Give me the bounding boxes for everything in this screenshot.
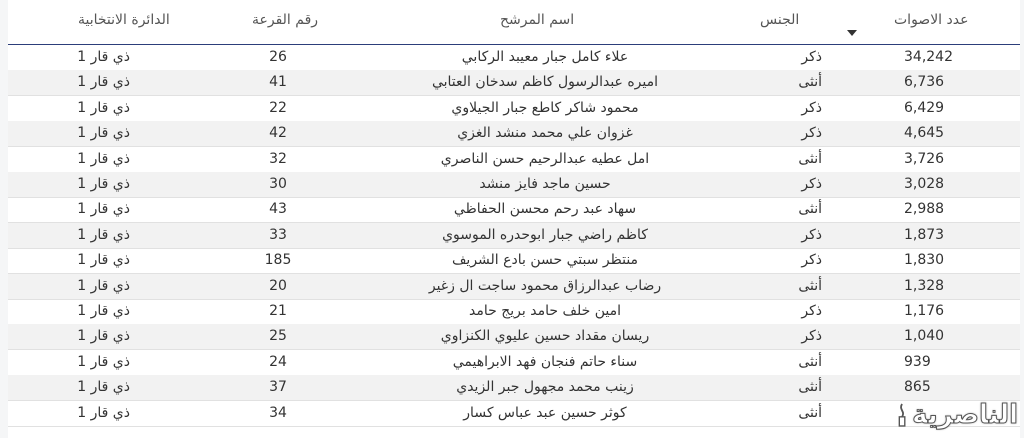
cell-ballot-number: 30 bbox=[269, 176, 287, 192]
cell-ballot-number: 25 bbox=[269, 328, 287, 345]
header-district[interactable]: الدائرة الانتخابية bbox=[78, 12, 170, 28]
table-header bbox=[8, 0, 1020, 45]
table-row[interactable] bbox=[8, 350, 1020, 376]
cell-district: ذي قار 1 bbox=[77, 99, 130, 116]
cell-district: ذي قار 1 bbox=[77, 379, 130, 396]
cell-district: ذي قار 1 bbox=[77, 125, 130, 142]
table-row[interactable] bbox=[8, 172, 1020, 198]
cell-gender: أنثى bbox=[798, 379, 822, 396]
table-row[interactable] bbox=[8, 401, 1020, 427]
cell-ballot-number: 185 bbox=[264, 252, 292, 269]
cell-candidate-name: امل عطيه عبدالرحيم حسن الناصري bbox=[440, 150, 650, 167]
cell-votes: 1,873 bbox=[904, 226, 945, 243]
cell-ballot-number: 22 bbox=[269, 99, 287, 116]
table-row[interactable] bbox=[8, 147, 1020, 173]
cell-candidate-name: امين خلف حامد بريج حامد bbox=[469, 303, 621, 319]
cell-candidate-name: سناء حاتم فنجان فهد الابراهيمي bbox=[452, 353, 638, 370]
cell-ballot-number: 26 bbox=[269, 49, 287, 65]
cell-ballot-number: 34 bbox=[269, 404, 287, 421]
cell-candidate-name: غزوان علي محمد منشد الغزي bbox=[457, 125, 633, 142]
cell-gender: ذكر bbox=[801, 303, 822, 319]
table-row[interactable] bbox=[8, 324, 1020, 350]
cell-gender: أنثى bbox=[798, 150, 822, 167]
sort-descending-icon[interactable] bbox=[847, 30, 857, 36]
cell-district: ذي قار 1 bbox=[77, 74, 130, 91]
cell-gender: ذكر bbox=[801, 99, 822, 116]
cell-district: ذي قار 1 bbox=[77, 252, 130, 269]
cell-votes: 3,726 bbox=[904, 150, 945, 167]
table-row[interactable] bbox=[8, 197, 1020, 223]
cell-gender: ذكر bbox=[801, 176, 822, 192]
header-name[interactable]: اسم المرشح bbox=[500, 12, 575, 28]
cell-gender: ذكر bbox=[801, 328, 822, 345]
cell-ballot-number: 21 bbox=[269, 303, 287, 319]
cell-votes: 1,328 bbox=[904, 277, 945, 294]
cell-candidate-name: اميره عبدالرسول كاظم سدخان العتابي bbox=[431, 74, 659, 91]
cell-ballot-number: 32 bbox=[269, 150, 287, 167]
header-votes[interactable]: عدد الاصوات bbox=[894, 12, 969, 28]
cell-ballot-number: 33 bbox=[269, 226, 287, 243]
cell-ballot-number: 42 bbox=[269, 125, 287, 142]
cell-candidate-name: محمود شاكر كاطع جبار الجيلاوي bbox=[451, 99, 639, 116]
scrollbar[interactable] bbox=[1014, 44, 1020, 438]
table-row[interactable] bbox=[8, 121, 1020, 147]
cell-ballot-number: 43 bbox=[269, 201, 287, 218]
cell-gender: أنثى bbox=[798, 201, 822, 218]
cell-votes: 1,040 bbox=[904, 328, 945, 345]
cell-votes: 1,176 bbox=[904, 303, 945, 319]
cell-ballot-number: 41 bbox=[269, 74, 287, 91]
cell-gender: أنثى bbox=[798, 353, 822, 370]
table-row[interactable] bbox=[8, 299, 1020, 325]
cell-candidate-name: كاظم راضي جبار ابوحدره الموسوي bbox=[442, 226, 648, 243]
cell-gender: ذكر bbox=[801, 226, 822, 243]
cell-votes: 6,736 bbox=[904, 74, 945, 91]
cell-votes: 2,988 bbox=[904, 201, 945, 218]
cell-votes: 939 bbox=[904, 353, 931, 370]
cell-district: ذي قار 1 bbox=[77, 328, 130, 345]
cell-votes: 6,429 bbox=[904, 99, 945, 116]
cell-district: ذي قار 1 bbox=[77, 201, 130, 218]
cell-district: ذي قار 1 bbox=[77, 226, 130, 243]
cell-district: ذي قار 1 bbox=[77, 404, 130, 421]
cell-district: ذي قار 1 bbox=[77, 176, 130, 192]
table-row[interactable] bbox=[8, 375, 1020, 401]
cell-votes: 1,830 bbox=[904, 252, 945, 269]
cell-candidate-name: ريسان مقداد حسين عليوي الكنزاوي bbox=[440, 328, 650, 345]
cell-candidate-name: علاء كامل جبار معيبد الركابي bbox=[461, 49, 629, 65]
cell-candidate-name: كوثر حسين عبد عباس كسار bbox=[463, 404, 627, 421]
cell-candidate-name: منتظر سبتي حسن بادع الشريف bbox=[451, 252, 639, 269]
cell-ballot-number: 24 bbox=[269, 353, 287, 370]
cell-candidate-name: حسين ماجد فايز منشد bbox=[479, 176, 611, 192]
header-ballot-number[interactable]: رقم القرعة bbox=[252, 12, 319, 28]
cell-district: ذي قار 1 bbox=[77, 150, 130, 167]
table-row[interactable] bbox=[8, 70, 1020, 96]
cell-votes: 865 bbox=[904, 379, 931, 396]
table-row[interactable] bbox=[8, 223, 1020, 249]
table-row[interactable] bbox=[8, 248, 1020, 274]
cell-gender: ذكر bbox=[801, 49, 822, 65]
cell-candidate-name: سهاد عبد رحم محسن الحفاظي bbox=[453, 201, 637, 218]
cell-gender: أنثى bbox=[798, 404, 822, 421]
cell-gender: ذكر bbox=[801, 252, 822, 269]
cell-ballot-number: 20 bbox=[269, 277, 287, 294]
cell-votes: 3,028 bbox=[904, 176, 945, 192]
cell-district: ذي قار 1 bbox=[77, 303, 130, 319]
table-row[interactable] bbox=[8, 96, 1020, 122]
cell-votes: 34,242 bbox=[904, 49, 953, 65]
header-gender[interactable]: الجنس bbox=[760, 12, 800, 28]
cell-district: ذي قار 1 bbox=[77, 353, 130, 370]
cell-gender: أنثى bbox=[798, 74, 822, 91]
table-row[interactable] bbox=[8, 274, 1020, 300]
watermark-text: الناصرية bbox=[912, 400, 1018, 430]
table-row[interactable] bbox=[8, 45, 1020, 71]
cell-gender: ذكر bbox=[801, 125, 822, 142]
cell-candidate-name: رضاب عبدالرزاق محمود ساجت ال زغير bbox=[428, 277, 662, 294]
cell-ballot-number: 37 bbox=[269, 379, 287, 396]
cell-votes: 4,645 bbox=[904, 125, 945, 142]
torch-icon bbox=[892, 401, 912, 429]
cell-gender: أنثى bbox=[798, 277, 822, 294]
cell-district: ذي قار 1 bbox=[77, 49, 130, 65]
cell-district: ذي قار 1 bbox=[77, 277, 130, 294]
watermark-logo bbox=[888, 398, 1018, 432]
results-table bbox=[8, 0, 1020, 438]
cell-candidate-name: زينب محمد مجهول جبر الزيدي bbox=[456, 379, 634, 396]
